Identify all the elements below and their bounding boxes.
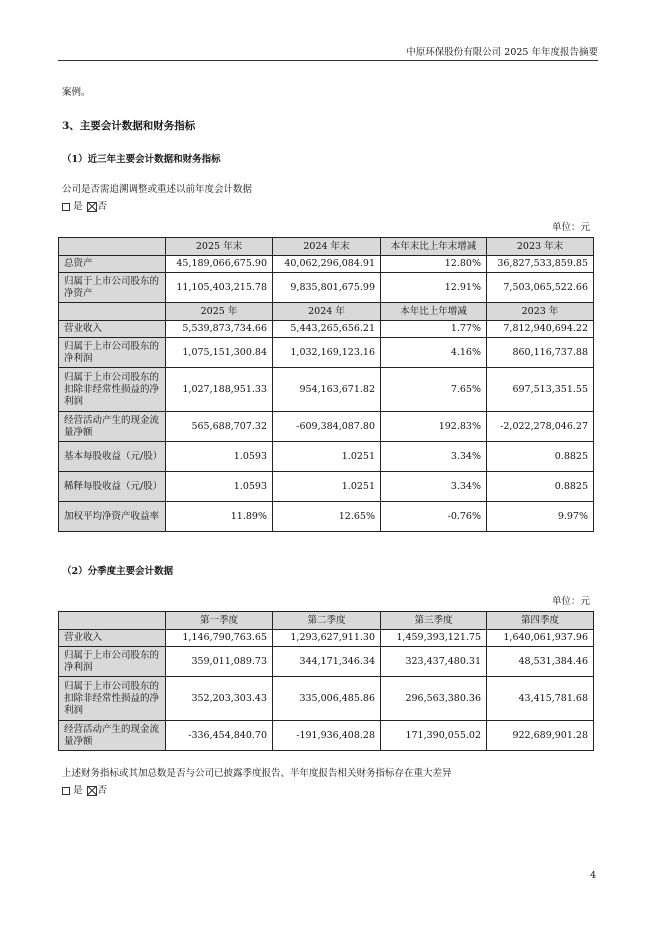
table-row (59, 442, 594, 472)
table-cell: 3.34% (381, 442, 487, 472)
page-header: 中原环保股份有限公司 2025 年年度报告摘要 (406, 47, 598, 58)
row-label: 归属于上市公司股东的扣除非经常性损益的净利润 (59, 368, 166, 412)
table-cell: 7,503,065,522.66 (487, 273, 594, 303)
table-cell: 1.77% (381, 321, 487, 338)
header-cell: 第一季度 (166, 612, 273, 630)
table-cell: 11.89% (166, 502, 273, 532)
row-label: 经营活动产生的现金流量净额 (59, 412, 166, 442)
table-row (59, 647, 594, 677)
table-cell: 9,835,801,675.99 (273, 273, 381, 303)
table-cell: 36,827,533,859.85 (487, 256, 594, 273)
table-cell: 1.0251 (273, 472, 381, 502)
header-cell: 第三季度 (381, 612, 487, 630)
table-cell: 697,513,351.55 (487, 368, 594, 412)
table-cell: 192.83% (381, 412, 487, 442)
table-cell: 922,689,901.28 (487, 721, 594, 751)
table-row (59, 338, 594, 368)
table-cell: 860,116,737.88 (487, 338, 594, 368)
table-cell: 1,146,790,763.65 (166, 630, 273, 647)
discrepancy-question: 上述财务指标或其加总数是否与公司已披露季度报告、半年度报告相关财务指标存在重大差异 (62, 768, 452, 779)
table-cell: -2,022,278,046.27 (487, 412, 594, 442)
header-cell: 2023 年末 (487, 238, 594, 256)
table-cell: 171,390,055.02 (381, 721, 487, 751)
table-cell: 45,189,066,675.90 (166, 256, 273, 273)
table-row (59, 412, 594, 442)
row-label: 归属于上市公司股东的净资产 (59, 273, 166, 303)
table-cell: 0.8825 (487, 472, 594, 502)
table-cell: 40,062,296,084.91 (273, 256, 381, 273)
row-label: 经营活动产生的现金流量净额 (59, 721, 166, 751)
table-row (59, 321, 594, 338)
subsection-2-title: （2）分季度主要会计数据 (62, 566, 174, 577)
restatement-answer (62, 198, 107, 212)
header-cell: 第四季度 (487, 612, 594, 630)
header-cell: 第二季度 (273, 612, 381, 630)
row-label: 基本每股收益（元/股） (59, 442, 166, 472)
table-cell: 0.8825 (487, 442, 594, 472)
page-number: 4 (590, 870, 597, 881)
header-rule (58, 60, 598, 61)
table-cell: -609,384,087.80 (273, 412, 381, 442)
row-label: 营业收入 (59, 321, 166, 338)
table-cell: 352,203,303.43 (166, 677, 273, 721)
header-cell: 2025 年末 (166, 238, 273, 256)
intro-tail: 案例。 (62, 87, 91, 98)
table-cell: 1,027,188,951.33 (166, 368, 273, 412)
row-label: 归属于上市公司股东的净利润 (59, 338, 166, 368)
discrepancy-answer (62, 782, 107, 796)
table-row (59, 502, 594, 532)
table-cell: 7.65% (381, 368, 487, 412)
restatement-question: 公司是否需追溯调整或重述以前年度会计数据 (62, 184, 253, 195)
subsection-1-title: （1）近三年主要会计数据和财务指标 (62, 154, 221, 165)
table-cell: 1,032,169,123.16 (273, 338, 381, 368)
table-row (59, 273, 594, 303)
section-title: 3、主要会计数据和财务指标 (62, 120, 196, 132)
table-row (59, 630, 594, 647)
annual-data-table (58, 237, 594, 532)
table-cell: 359,011,089.73 (166, 647, 273, 677)
checkbox-no-checked-icon (87, 202, 97, 212)
checkbox-yes-icon (62, 203, 70, 211)
table-cell: 4.16% (381, 338, 487, 368)
checkbox-no-checked-icon (87, 786, 97, 796)
table-cell: 1,075,151,300.84 (166, 338, 273, 368)
table-cell: 1.0593 (166, 472, 273, 502)
table-cell: 5,443,265,656.21 (273, 321, 381, 338)
table-cell: 565,688,707.32 (166, 412, 273, 442)
table-cell: 1,459,393,121.75 (381, 630, 487, 647)
table-cell: 335,006,485.86 (273, 677, 381, 721)
table-header-row (59, 238, 594, 256)
row-label: 总资产 (59, 256, 166, 273)
table-header-row (59, 612, 594, 630)
unit-label-2: 单位：元 (551, 596, 590, 607)
table-cell: 12.80% (381, 256, 487, 273)
row-label: 营业收入 (59, 630, 166, 647)
table-cell: -0.76% (381, 502, 487, 532)
table-cell: -336,454,840.70 (166, 721, 273, 751)
quarterly-data-table (58, 611, 594, 751)
table-row (59, 677, 594, 721)
answer-yes-label: 是 (73, 785, 83, 796)
table-cell: 1,293,627,911.30 (273, 630, 381, 647)
answer-no-label: 否 (97, 785, 108, 796)
header-cell (59, 303, 166, 321)
table-cell: 323,437,480.31 (381, 647, 487, 677)
table-cell: 48,531,384.46 (487, 647, 594, 677)
table-cell: 1.0593 (166, 442, 273, 472)
table-cell: 43,415,781.68 (487, 677, 594, 721)
header-cell: 2024 年 (273, 303, 381, 321)
answer-no-label: 否 (97, 201, 108, 212)
header-cell: 2024 年末 (273, 238, 381, 256)
row-label: 加权平均净资产收益率 (59, 502, 166, 532)
row-label: 归属于上市公司股东的扣除非经常性损益的净利润 (59, 677, 166, 721)
checkbox-yes-icon (62, 787, 70, 795)
header-cell (59, 612, 166, 630)
table-row (59, 721, 594, 751)
table-cell: 344,171,346.34 (273, 647, 381, 677)
row-label: 稀释每股收益（元/股） (59, 472, 166, 502)
table-row (59, 472, 594, 502)
table-cell: -191,936,408.28 (273, 721, 381, 751)
header-cell: 本年比上年增减 (381, 303, 487, 321)
table-cell: 3.34% (381, 472, 487, 502)
unit-label-1: 单位：元 (551, 222, 590, 233)
header-cell: 2025 年 (166, 303, 273, 321)
table-cell: 954,163,671.82 (273, 368, 381, 412)
table-row (59, 368, 594, 412)
table-cell: 1.0251 (273, 442, 381, 472)
table-cell: 1,640,061,937.96 (487, 630, 594, 647)
header-cell: 本年末比上年末增减 (381, 238, 487, 256)
table-cell: 5,539,873,734.66 (166, 321, 273, 338)
table-cell: 9.97% (487, 502, 594, 532)
header-cell (59, 238, 166, 256)
answer-yes-label: 是 (73, 201, 83, 212)
table-cell: 12.91% (381, 273, 487, 303)
table-row (59, 256, 594, 273)
row-label: 归属于上市公司股东的净利润 (59, 647, 166, 677)
table-cell: 296,563,380.36 (381, 677, 487, 721)
table-cell: 7,812,940,694.22 (487, 321, 594, 338)
table-cell: 11,105,403,215.78 (166, 273, 273, 303)
table-header-row (59, 303, 594, 321)
table-cell: 12.65% (273, 502, 381, 532)
header-cell: 2023 年 (487, 303, 594, 321)
